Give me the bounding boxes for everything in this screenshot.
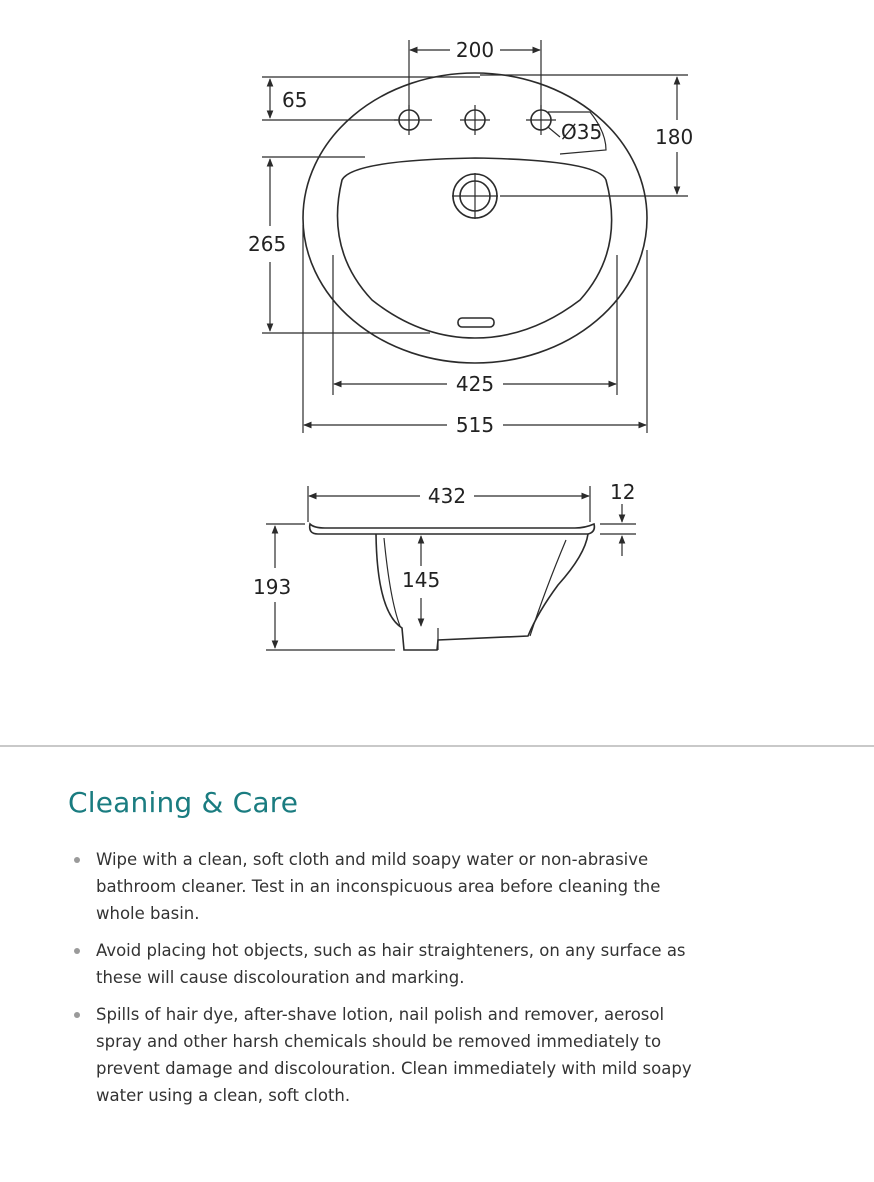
basin-bowl-profile [376,534,588,650]
list-item [68,937,708,991]
list-item-text: Spills of hair dye, after-shave lotion, nail polish and remover, aerosol spray and other harsh chemicals should be removed immediately to prevent damage and discolouration. Clean immediately with mild soapy water using a clean, soft cloth. [96,1005,692,1105]
dim-overall-height: 193 [253,575,292,599]
dim-tap-hole-spacing: 200 [455,38,495,62]
dim-rim-width: 432 [427,484,467,508]
dim-tap-hole-diameter: Ø35 [561,120,603,144]
list-item-text: Wipe with a clean, soft cloth and mild soapy water or non-abrasive bathroom cleaner. Test in an inconspicuous area before cleaning the whole basin. [96,850,661,923]
section-divider [0,745,874,747]
basin-rim-profile [310,524,595,534]
dim-bowl-height: 145 [402,568,441,592]
waste-outlet [452,173,498,219]
dim-rim-thickness: 12 [610,480,636,504]
dim-waste-offset: 180 [655,125,694,149]
dim-tap-hole-offset: 65 [282,88,308,112]
dim-overall-width: 515 [455,413,495,437]
bullet-icon [74,857,80,863]
top-view [248,38,693,437]
side-view [253,480,636,650]
tap-hole-left [394,105,432,135]
cleaning-care-heading: Cleaning & Care [68,786,299,819]
dim-bowl-width: 425 [455,372,495,396]
list-item [68,846,708,927]
tap-hole-center [460,105,490,135]
bullet-icon [74,948,80,954]
bullet-icon [74,1012,80,1018]
list-item [68,1001,708,1109]
overflow-slot [458,318,494,327]
cleaning-care-list [68,846,708,1119]
dim-bowl-depth: 265 [248,232,287,256]
list-item-text: Avoid placing hot objects, such as hair straighteners, on any surface as these will cause discolouration and marking. [96,941,686,987]
